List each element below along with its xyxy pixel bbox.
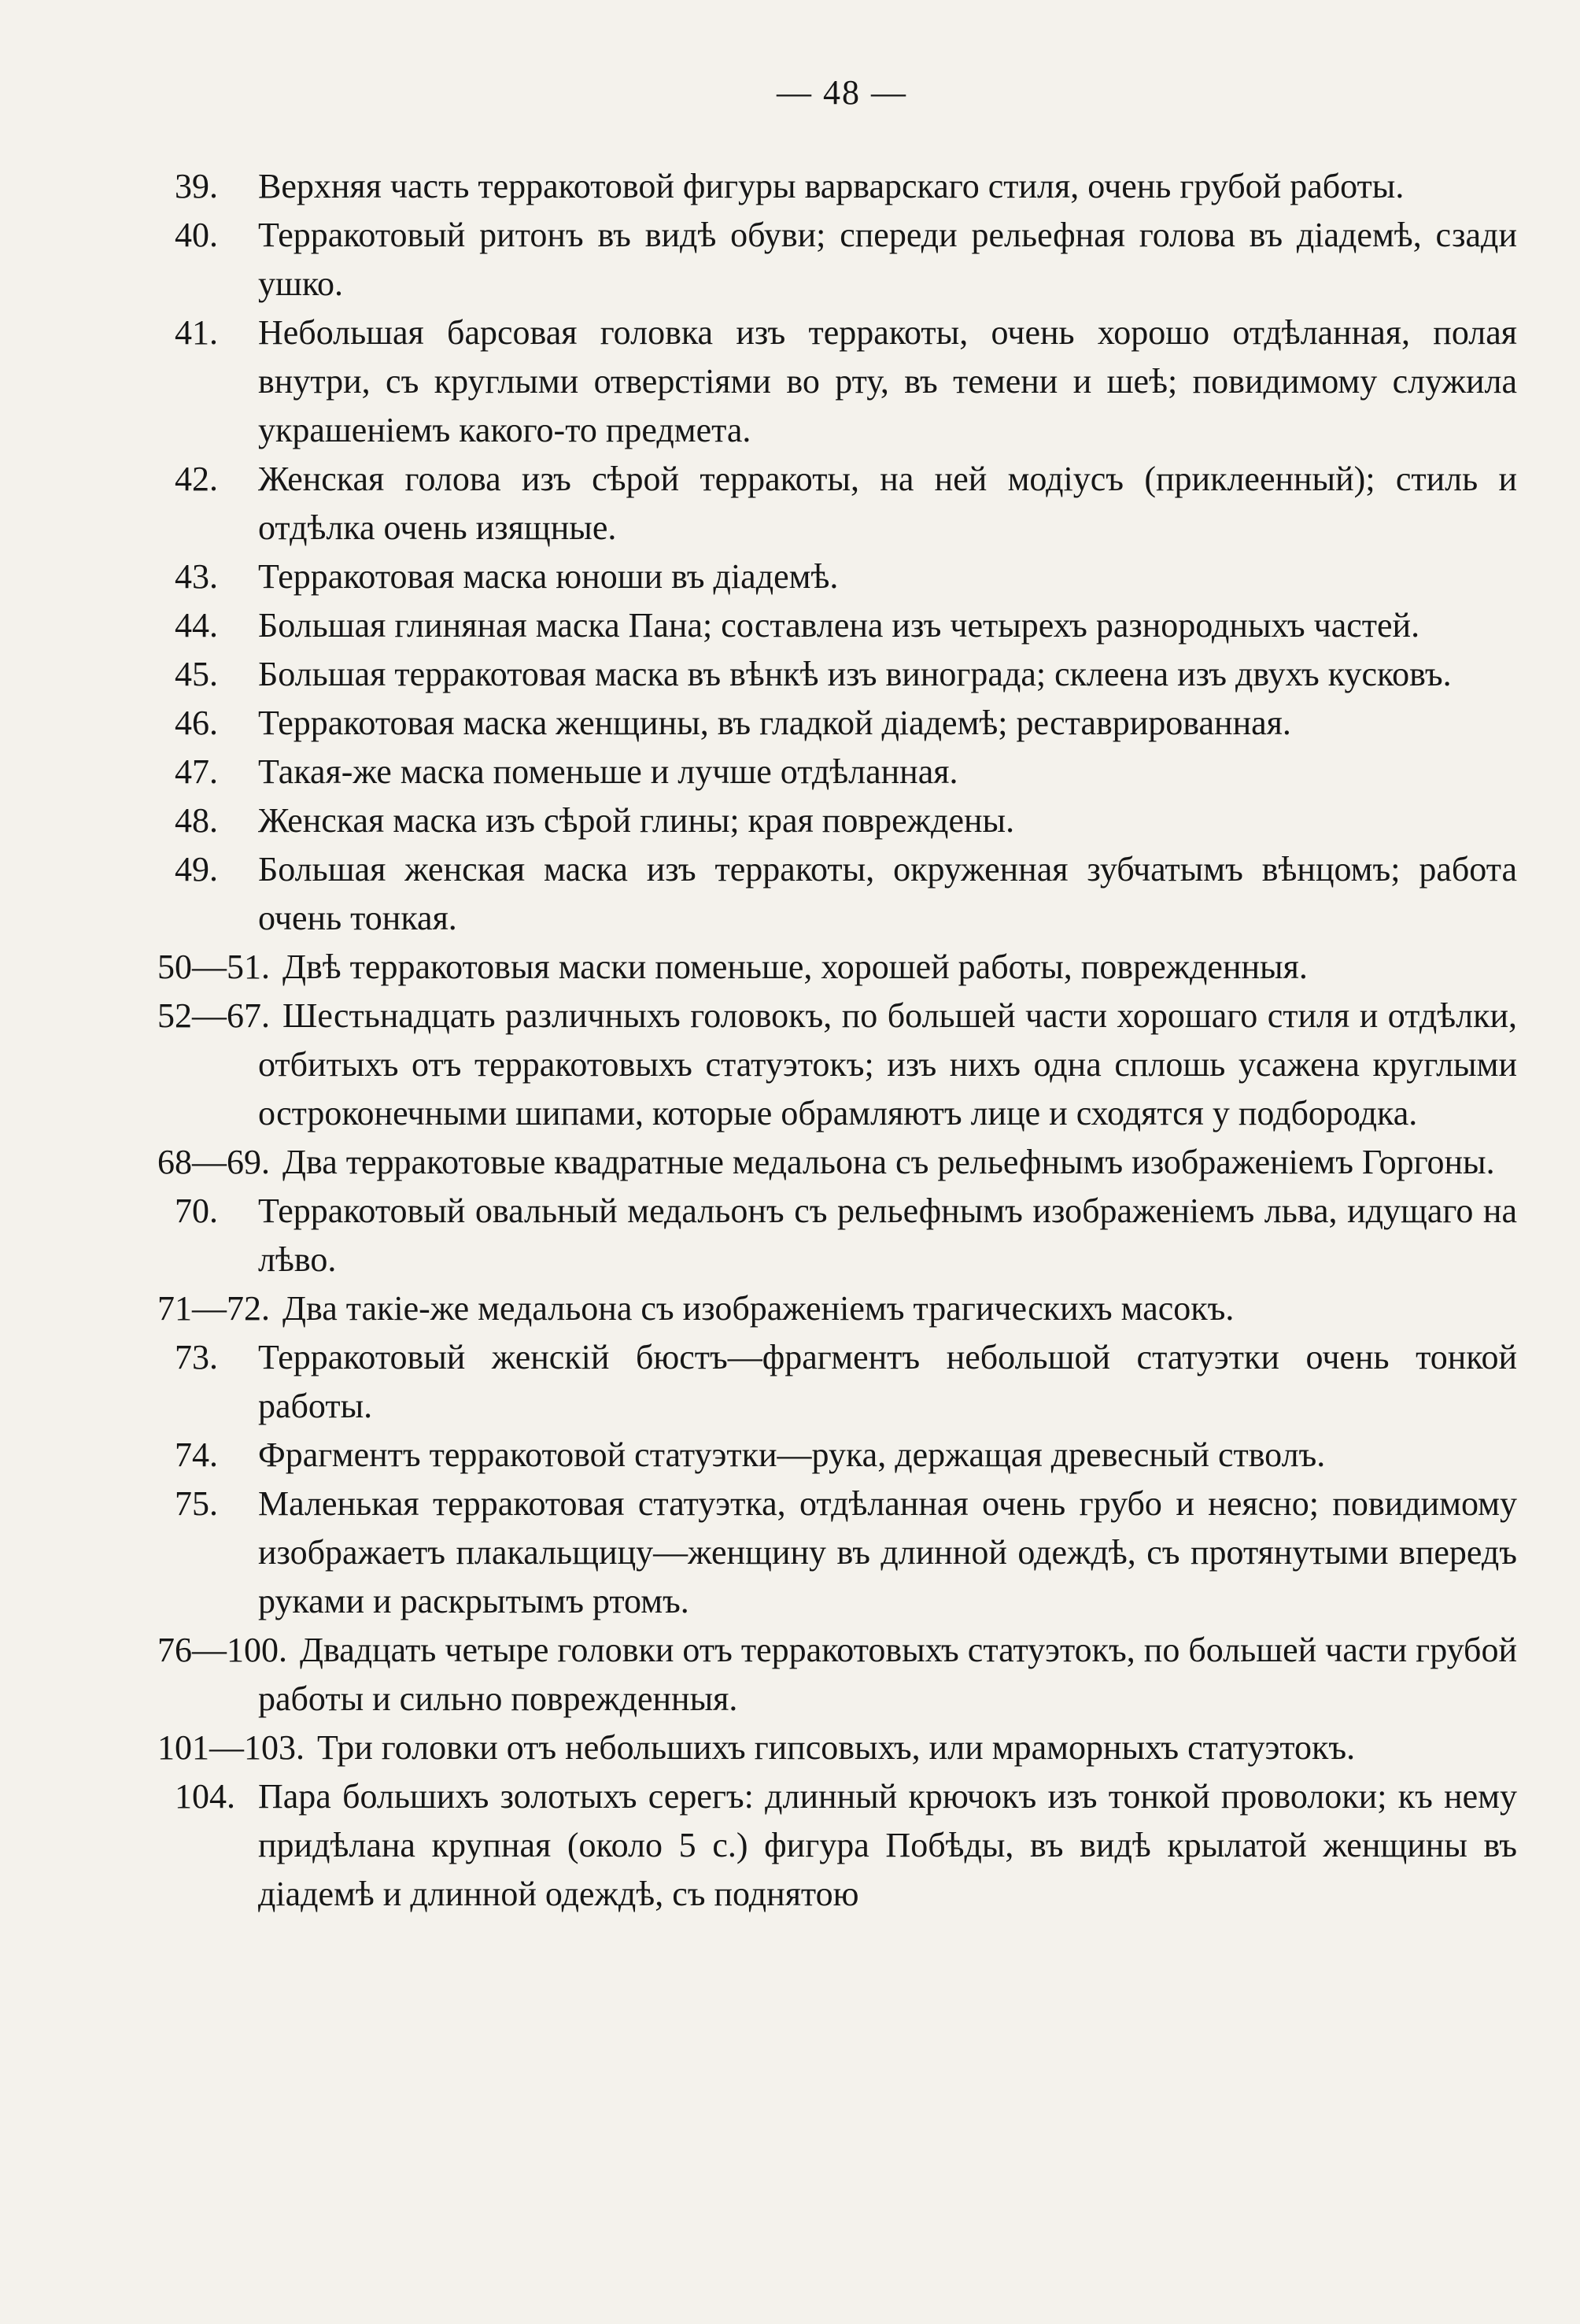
page-number: — 48 — [777,73,907,112]
catalog-entry [0,1333,1580,1431]
catalog-entry [0,1187,1580,1284]
catalog-entry [0,1138,1580,1187]
entry-number: 42. [175,460,218,498]
entry-text: Пара большихъ золотыхъ серегъ: длинный крючокъ изъ тонкой проволоки; къ нему придѣлана крупная (около 5 с.) фигура Побѣды, въ видѣ крылатой женщины въ діадемѣ и длинной одеждѣ, съ поднятою [258,1777,1517,1913]
entry-number: 45. [175,655,218,693]
catalog-entry [0,748,1580,796]
catalog-entry [0,601,1580,650]
entry-text: Шестьнадцать различныхъ головокъ, по большей части хорошаго стиля и отдѣлки, отбитыхъ отъ терракотовыхъ статуэтокъ; изъ нихъ одна сплошь усажена круглыми остроконечными шипами, которые обрамляютъ лице и сходятся у подбородка. [258,996,1517,1132]
catalog-entry [0,845,1580,943]
entry-body [0,1284,1580,1333]
entry-number: 52—67. [157,996,270,1035]
entry-body [0,1724,1580,1772]
catalog-entry [0,1431,1580,1480]
entry-number: 101—103. [157,1728,305,1767]
entry-text: Два терракотовые квадратные медальона съ рельефнымъ изображеніемъ Горгоны. [282,1143,1495,1181]
entry-text: Терракотовый женскій бюстъ—фрагментъ небольшой статуэтки очень тонкой работы. [258,1338,1517,1425]
catalog-entry [0,211,1580,309]
entry-text: Два такіе-же медальона съ изображеніемъ трагическихъ масокъ. [282,1289,1235,1328]
catalog-entry [0,699,1580,748]
entry-text: Женская маска изъ сѣрой глины; края повреждены. [258,801,1015,840]
entry-body [0,1138,1580,1187]
entry-text: Фрагментъ терракотовой статуэтки—рука, держащая древесный стволъ. [258,1435,1326,1474]
catalog-entry [0,992,1580,1138]
entry-number: 70. [175,1192,218,1230]
entry-text: Большая терракотовая маска въ вѣнкѣ изъ винограда; склеена изъ двухъ кусковъ. [258,655,1452,693]
entry-number: 104. [175,1777,235,1816]
catalog-entry [0,455,1580,552]
entry-number: 41. [175,313,218,352]
entry-text: Терракотовая маска юноши въ діадемѣ. [258,557,839,596]
entry-number: 43. [175,557,218,596]
catalog-entry [0,1772,1580,1919]
entry-text: Небольшая барсовая головка изъ терракоты, очень хорошо отдѣланная, полая внутри, съ круглыми отверстіями во рту, въ темени и шеѣ; повидимому служила украшеніемъ какого-то предмета. [258,313,1517,449]
entry-text: Женская голова изъ сѣрой терракоты, на ней модіусъ (приклеенный); стиль и отдѣлка очень изящные. [258,460,1517,547]
catalog-entry [0,796,1580,845]
entry-number: 68—69. [157,1143,270,1181]
entry-number: 74. [175,1435,218,1474]
entry-number: 76—100. [157,1631,287,1669]
entry-body [0,1626,1580,1724]
entry-number: 48. [175,801,218,840]
entry-text: Маленькая терракотовая статуэтка, отдѣланная очень грубо и неясно; повидимому изображаетъ плакальщицу—женщину въ длинной одеждѣ, съ протянутыми впередъ руками и раскрытымъ ртомъ. [258,1484,1517,1620]
catalog-entry [0,309,1580,455]
entry-text: Терракотовый овальный медальонъ съ рельефнымъ изображеніемъ льва, идущаго на лѣво. [258,1192,1517,1279]
entry-number: 49. [175,850,218,889]
entry-text: Двадцать четыре головки отъ терракотовыхъ статуэтокъ, по большей части грубой работы и сильно поврежденныя. [258,1631,1517,1718]
catalog-entry [0,1480,1580,1626]
entry-number: 50—51. [157,948,270,986]
entry-text: Большая глиняная маска Пана; составлена изъ четырехъ разнородныхъ частей. [258,606,1420,645]
entry-text: Такая-же маска поменьше и лучше отдѣланная. [258,752,958,791]
catalog-entry [0,1284,1580,1333]
catalog-entry [0,552,1580,601]
catalog-entries [0,162,1580,1919]
catalog-entry [0,1626,1580,1724]
entry-number: 73. [175,1338,218,1376]
entry-number: 44. [175,606,218,645]
entry-text: Три головки отъ небольшихъ гипсовыхъ, или мраморныхъ статуэтокъ. [317,1728,1356,1767]
entry-body [0,943,1580,992]
catalog-entry [0,943,1580,992]
entry-number: 47. [175,752,218,791]
entry-text: Терракотовый ритонъ въ видѣ обуви; спереди рельефная голова въ діадемѣ, сзади ушко. [258,216,1517,303]
entry-body [0,992,1580,1138]
entry-number: 40. [175,216,218,254]
entry-text: Верхняя часть терракотовой фигуры варварскаго стиля, очень грубой работы. [258,167,1405,205]
entry-number: 39. [175,167,218,205]
entry-number: 75. [175,1484,218,1523]
catalog-entry [0,1724,1580,1772]
entry-number: 71—72. [157,1289,270,1328]
catalog-entry [0,650,1580,699]
entry-text: Большая женская маска изъ терракоты, окруженная зубчатымъ вѣнцомъ; работа очень тонкая. [258,850,1517,937]
entry-number: 46. [175,704,218,742]
entry-text: Двѣ терракотовыя маски поменьше, хорошей работы, поврежденныя. [282,948,1308,986]
catalog-entry [0,162,1580,211]
entry-text: Терракотовая маска женщины, въ гладкой діадемѣ; реставрированная. [258,704,1291,742]
